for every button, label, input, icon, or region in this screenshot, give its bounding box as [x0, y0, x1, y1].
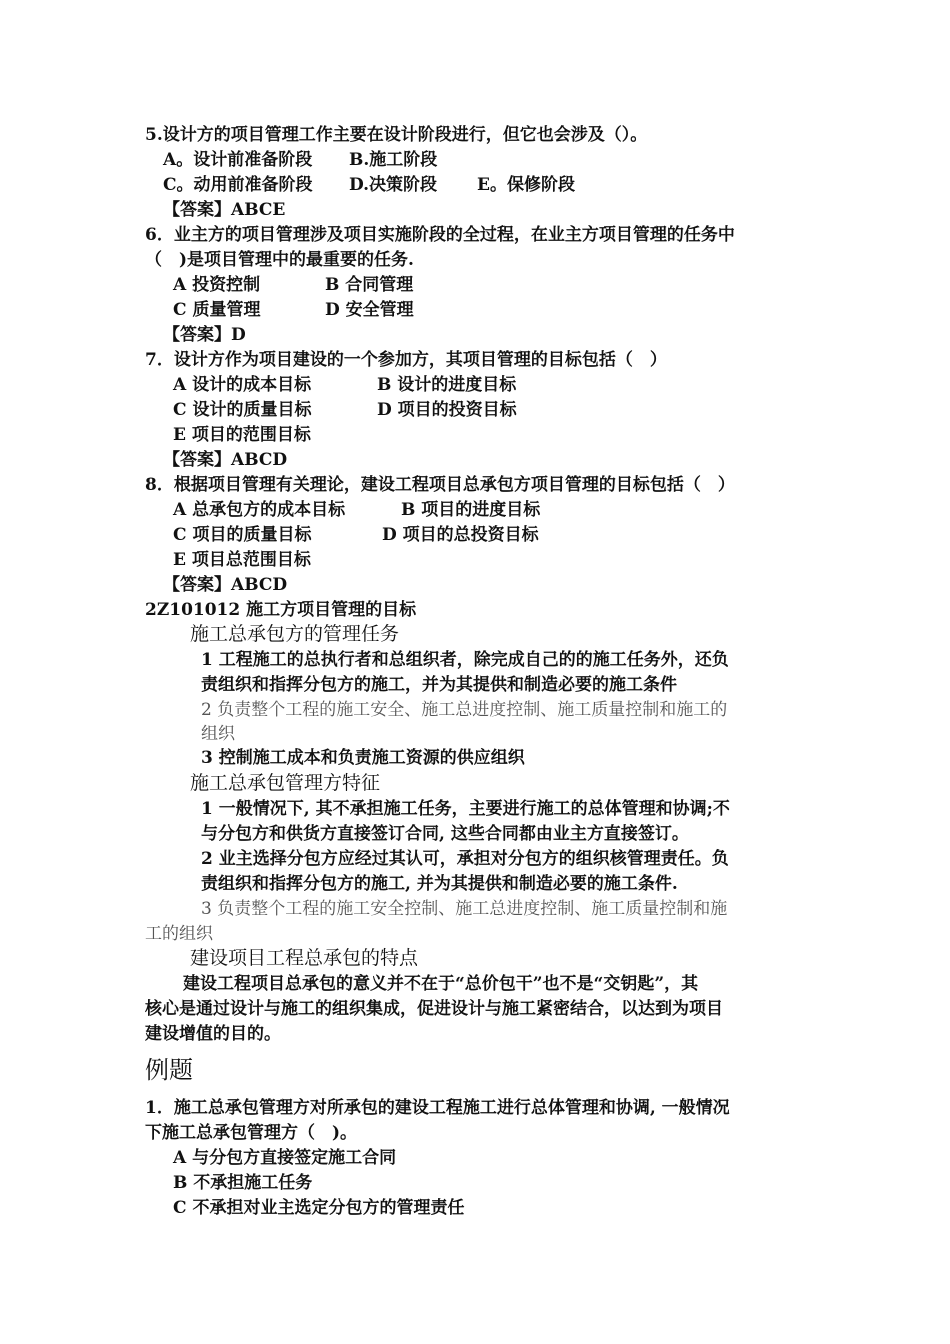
heading-management-features: 施工总承包管理方特征	[190, 772, 381, 794]
q8-answer: 【答案】ABCD	[163, 575, 288, 595]
example-stem-line1: 1．施工总承包管理方对所承包的建设工程施工进行总体管理和协调, 一般情况	[145, 1098, 730, 1118]
q5-option-e: E。保修阶段	[477, 175, 575, 195]
example-heading: 例题	[145, 1056, 193, 1084]
feature-1-line2: 与分包方和供货方直接签订合同, 这些合同都由业主方直接签订。	[201, 824, 689, 844]
q8-option-e: E 项目总范围目标	[173, 550, 311, 570]
q7-stem: 7．设计方作为项目建设的一个参加方，其项目管理的目标包括（ ）	[145, 350, 667, 370]
task-2-line2: 组织	[201, 724, 235, 744]
q8-option-d: D 项目的总投资目标	[382, 525, 539, 545]
example-stem-line2: 下施工总承包管理方（ )。	[145, 1123, 358, 1143]
q6-option-a: A 投资控制	[173, 275, 261, 295]
feature-2-line1: 2 业主选择分包方应经过其认可，承担对分包方的组织核管理责任。负	[201, 849, 729, 869]
epc-para-line1: 建设工程项目总承包的意义并不在于“总价包干”也不是“交钥匙”，其	[183, 974, 699, 994]
example-option-b: B 不承担施工任务	[173, 1173, 313, 1193]
q5-answer: 【答案】ABCE	[163, 200, 286, 220]
task-1-line1: 1 工程施工的总执行者和总组织者，除完成自己的的施工任务外，还负	[201, 650, 729, 670]
q8-option-a: A 总承包方的成本目标	[173, 500, 346, 520]
q5-option-c: C。动用前准备阶段	[163, 175, 313, 195]
q5-option-d: D.决策阶段	[349, 175, 438, 195]
q6-option-b: B 合同管理	[325, 275, 414, 295]
q7-option-c: C 设计的质量目标	[173, 400, 312, 420]
q6-stem-line2: （ )是项目管理中的最重要的任务.	[145, 250, 414, 270]
epc-para-line2: 核心是通过设计与施工的组织集成，促进设计与施工紧密结合，以达到为项目	[145, 999, 723, 1019]
heading-epc-features: 建设项目工程总承包的特点	[190, 947, 419, 969]
heading-contractor-tasks: 施工总承包方的管理任务	[190, 623, 400, 645]
task-2-line1: 2 负责整个工程的施工安全、施工总进度控制、施工质量控制和施工的	[201, 700, 728, 720]
q8-option-b: B 项目的进度目标	[401, 500, 541, 520]
q7-option-e: E 项目的范围目标	[173, 425, 311, 445]
feature-1-line1: 1 一般情况下, 其不承担施工任务，主要进行施工的总体管理和协调;不	[201, 799, 730, 819]
q5-option-b: B.施工阶段	[349, 150, 438, 170]
q5-stem: 5.设计方的项目管理工作主要在设计阶段进行，但它也会涉及（）。	[145, 125, 648, 145]
q7-answer: 【答案】ABCD	[163, 450, 288, 470]
epc-para-line3: 建设增值的目的。	[145, 1024, 281, 1044]
q6-answer: 【答案】D	[163, 325, 246, 345]
section-code-title: 2Z101012 施工方项目管理的目标	[145, 600, 417, 620]
feature-3-line1: 3 负责整个工程的施工安全控制、施工总进度控制、施工质量控制和施	[201, 899, 728, 919]
q8-option-c: C 项目的质量目标	[173, 525, 312, 545]
feature-2-line2: 责组织和指挥分包方的施工, 并为其提供和制造必要的施工条件.	[201, 874, 678, 894]
feature-3-line2: 工的组织	[145, 924, 213, 944]
q6-option-c: C 质量管理	[173, 300, 261, 320]
task-1-line2: 责组织和指挥分包方的施工，并为其提供和制造必要的施工条件	[201, 675, 677, 695]
q6-option-d: D 安全管理	[325, 300, 414, 320]
example-option-c: C 不承担对业主选定分包方的管理责任	[173, 1198, 465, 1218]
q7-option-d: D 项目的投资目标	[377, 400, 517, 420]
q7-option-a: A 设计的成本目标	[173, 375, 312, 395]
q8-stem: 8．根据项目管理有关理论，建设工程项目总承包方项目管理的目标包括（ ）	[145, 475, 735, 495]
q5-option-a: A。设计前准备阶段	[163, 150, 313, 170]
task-3: 3 控制施工成本和负责施工资源的供应组织	[201, 748, 525, 768]
q6-stem-line1: 6．业主方的项目管理涉及项目实施阶段的全过程，在业主方项目管理的任务中	[145, 225, 735, 245]
example-option-a: A 与分包方直接签定施工合同	[173, 1148, 397, 1168]
q7-option-b: B 设计的进度目标	[377, 375, 517, 395]
